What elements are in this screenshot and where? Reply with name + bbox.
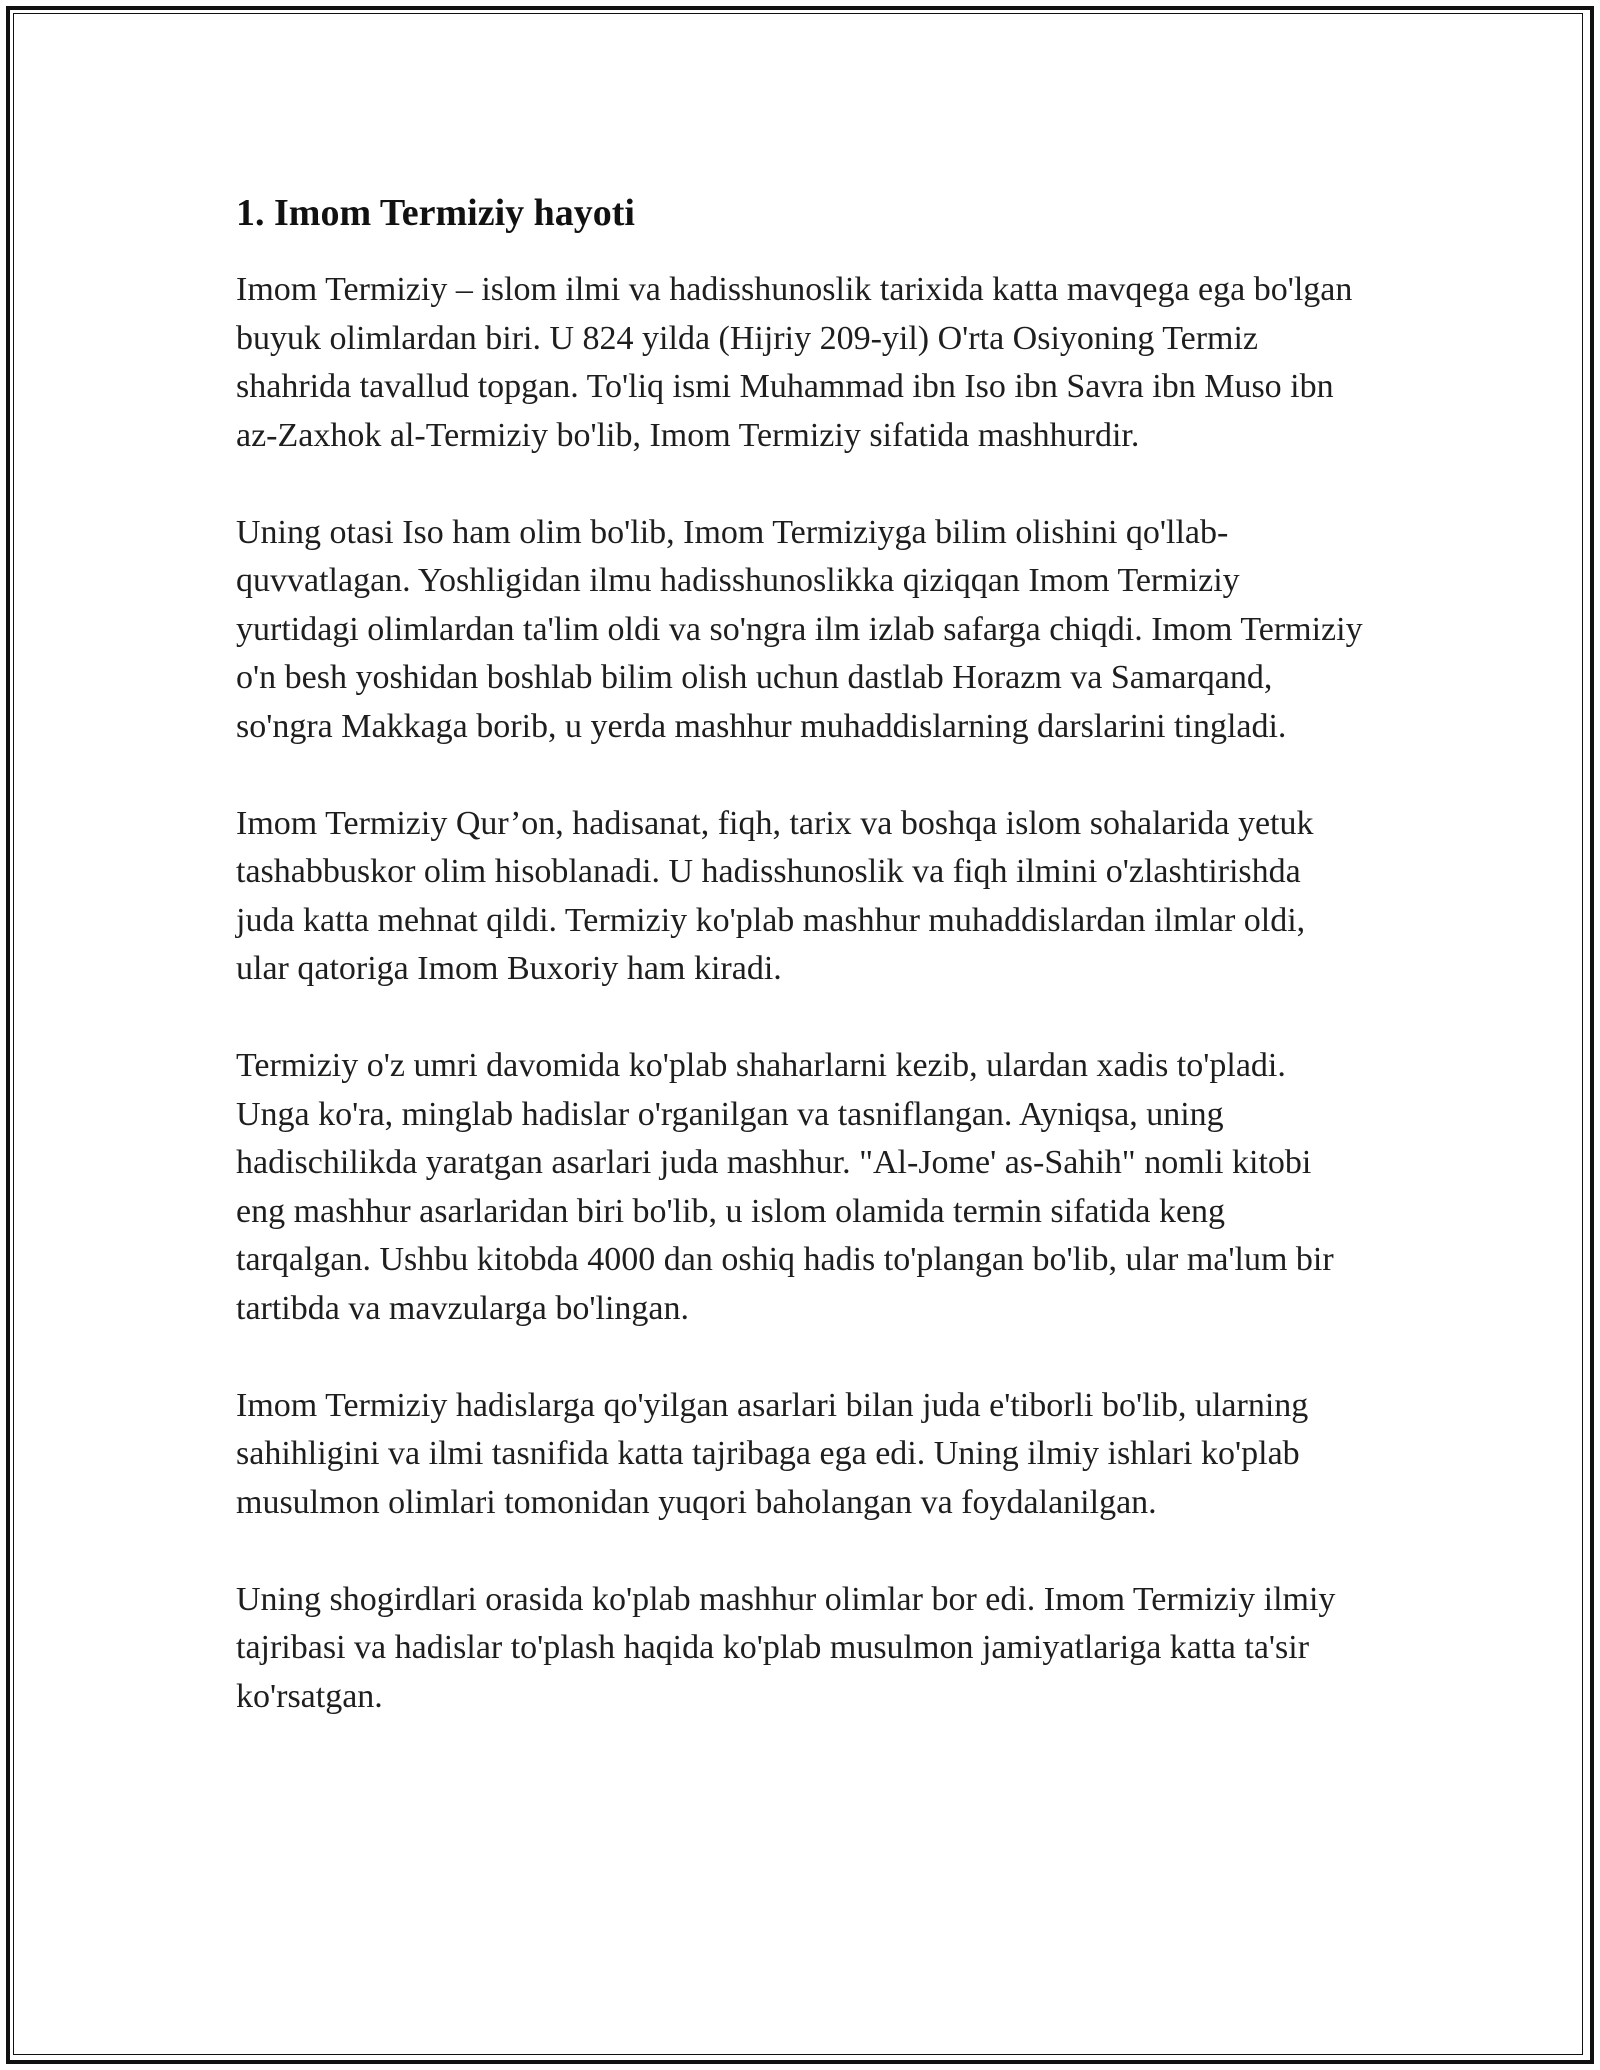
paragraph-works: Termiziy o'z umri davomida ko'plab shaharlarni kezib, ulardan xadis to'pladi. Unga ko'ra, minglab hadislar o'rganilgan va tasniflangan. Ayniqsa, uning hadischilikda yaratgan asarlari juda mashhur. "Al-Jome' as-Sahih" nomli kitobi eng mashhur asarlaridan biri bo'lib, u islom olamida termin sifatida keng tarqalgan. Ushbu kitobda 4000 dan oshiq hadis to'plangan bo'lib, ular ma'lum bir tartibda va mavzularga bo'lingan. — [236, 1047, 1334, 1327]
paragraph-scholarship: Imom Termiziy Qur’on, hadisanat, fiqh, tarix va boshqa islom sohalarida yetuk tashabbuskor olim hisoblanadi. U hadisshunoslik va fiqh ilmini o'zlashtirishda juda katta mehnat qildi. Termiziy ko'plab mashhur muhaddislardan ilmlar oldi, ular qatoriga Imom Buxoriy ham kiradi. — [236, 804, 1314, 987]
paragraph-reputation: Imom Termiziy hadislarga qo'yilgan asarlari bilan juda e'tiborli bo'lib, ularning sahihligini va ilmi tasnifida katta tajribaga ega edi. Uning ilmiy ishlari ko'plab musulmon olimlari tomonidan yuqori baholangan va foydalanilgan. — [236, 1386, 1309, 1521]
paragraph-students: Uning shogirdlari orasida ko'plab mashhur olimlar bor edi. Imom Termiziy ilmiy tajribasi va hadislar to'plash haqida ko'plab musulmon jamiyatlariga katta ta'sir ko'rsatgan. — [236, 1580, 1336, 1715]
paragraph-birth: Imom Termiziy – islom ilmi va hadisshunoslik tarixida katta mavqega ega bo'lgan buyuk olimlardan biri. U 824 yilda (Hijriy 209-yil) O'rta Osiyoning Termiz shahrida tavallud topgan. To'liq ismi Muhammad ibn Iso ibn Savra ibn Muso ibn az-Zaxhok al-Termiziy bo'lib, Imom Termiziy sifatida mashhurdir. — [236, 271, 1353, 454]
paragraph-education: Uning otasi Iso ham olim bo'lib, Imom Termiziyga bilim olishini qo'llab-quvvatlagan. Yoshligidan ilmu hadisshunoslikka qiziqqan Imom Termiziy yurtidagi olimlardan ta'lim oldi va so'ngra ilm izlab safarga chiqdi. Imom Termiziy o'n besh yoshidan boshlab bilim olish uchun dastlab Horazm va Samarqand, so'ngra Makkaga borib, u yerda mashhur muhaddislarning darslarini tingladi. — [236, 513, 1363, 745]
section-heading: 1. Imom Termiziy hayoti — [236, 192, 635, 234]
document-body — [236, 186, 1366, 1770]
